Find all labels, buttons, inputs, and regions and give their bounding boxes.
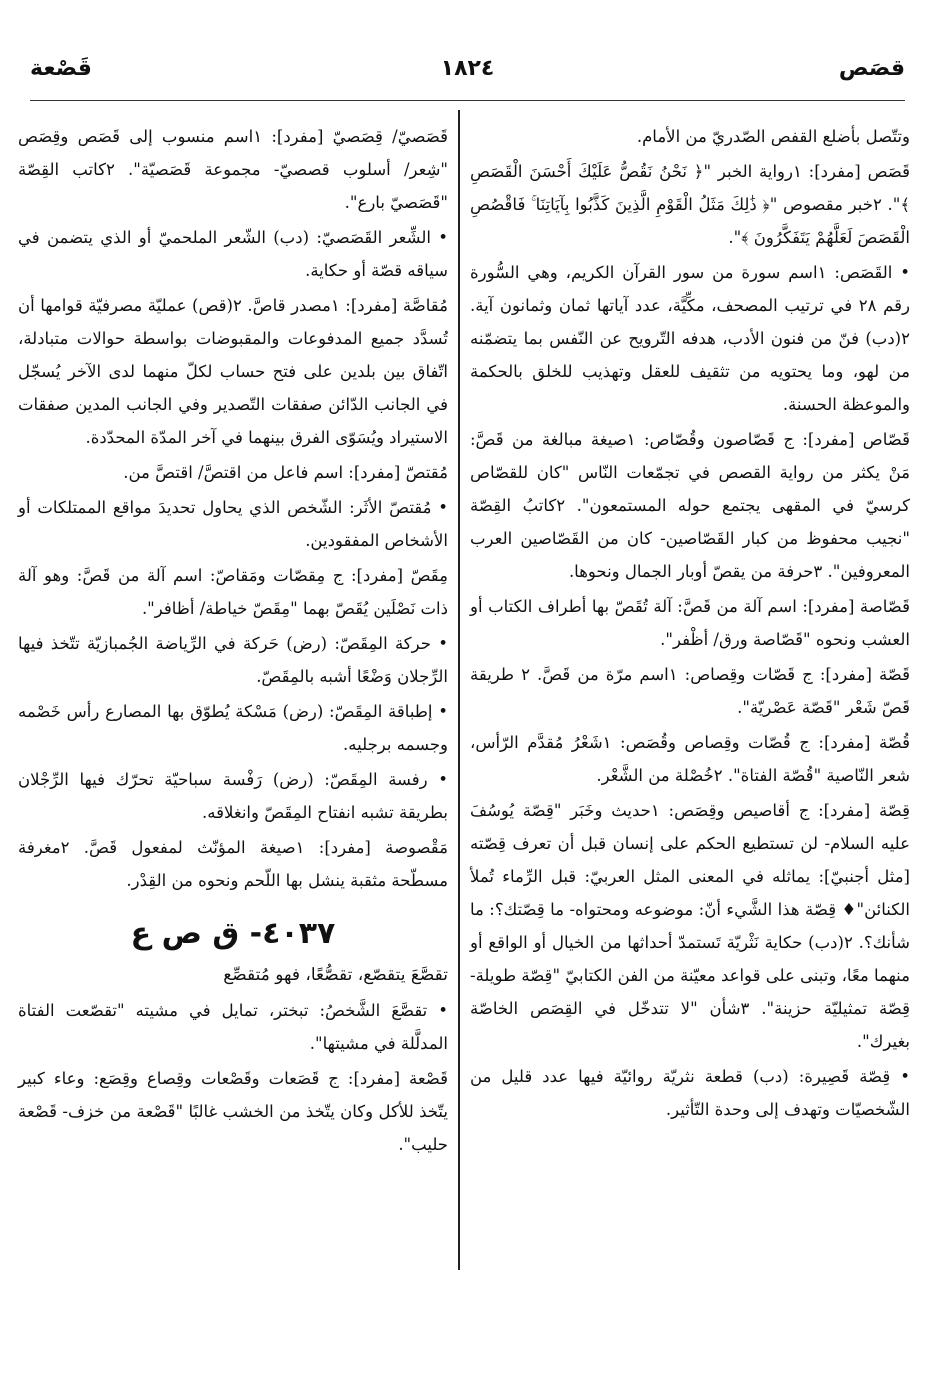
- left-column: [18, 120, 448, 1163]
- dictionary-entry: قَصّاص [مفرد]: ج قَصّاصون وقُصّاص: ١صيغة مبالغة من قَصَّ: مَنْ يكثر من رواية القصص في تجمّعات النّاس "كان للقصّاص كرسيّ في المقهى يجتمع حوله المستمعون". ٢كاتبُ القِصّة "نجيب محفوظ من كبار القَصّاصين- كان من القَصّاصين العرب المعروفين". ٣حرفة من يقصّ أوبار الجمال ونحوها.: [470, 430, 910, 581]
- header-divider: [30, 100, 905, 101]
- dictionary-entry: قَصَص [مفرد]: ١رواية الخبر "﴿ نَحْنُ نَقُصُّ عَلَيْكَ أَحْسَنَ الْقَصَصِ ﴾". ٢خبر مقصوص "﴿ ذَٰلِكَ مَثَلُ الْقَوْمِ الَّذِينَ كَذَّبُوا بِآيَاتِنَا ۚ فَاقْصُصِ الْقَصَصَ لَعَلَّهُمْ يَتَفَكَّرُونَ ﴾".: [470, 162, 910, 247]
- dictionary-entry: مَقْصوصة [مفرد]: ١صيغة المؤنّث لمفعول قَصَّ. ٢مغرفة مسطّحة مثقبة ينشل بها اللّحم ونحوه من القِدْر.: [18, 838, 448, 890]
- dictionary-entry: قَصْعة [مفرد]: ج قَصَعات وقَصْعات وقِصاع وقِصَع: وعاء كبير يتّخذ للأكل وكان يتّخذ من الخشب غالبًا "قَصْعة من خزف- قَصْعة حليب".: [18, 1069, 448, 1154]
- dictionary-entry: وتتّصل بأضلع القفص الصّدريّ من الأمام.: [636, 127, 910, 146]
- dictionary-entry: • قِصّة قَصِيرة: (دب) قطعة نثريّة روائيّة فيها عدد قليل من الشّخصيّات وتهدف إلى وحدة التّأثير.: [470, 1067, 910, 1119]
- verb-conjugation-line: تقصَّعَ يتقصّع، تقصُّعًا، فهو مُتقصِّع: [223, 965, 448, 985]
- header-headword-right: قصَص: [838, 56, 905, 81]
- dictionary-entry: قَصّة [مفرد]: ج قَصّات وقِصاص: ١اسم مرّة من قَصَّ. ٢ طريقة قَصّ شَعْر "قَصّة عَصْريّة".: [470, 665, 910, 717]
- dictionary-entry: • مُقتصّ الأثَر: الشّخص الذي يحاول تحديدَ مواقع الممتلكات أو الأشخاص المفقودين.: [18, 498, 448, 550]
- dictionary-entry: • حركة المِقَصّ: (رض) حَركة في الرِّياضة الجُمبازيّة تتّخذ فيها الرِّجلان وَضْعًا أشبه بالمِقَصّ.: [18, 634, 448, 686]
- right-column: [470, 120, 910, 1128]
- dictionary-entry: قَصَصيّ/ قِصَصيّ [مفرد]: ١اسم منسوب إلى قَصَص وقِصَص "شِعر/ أسلوب قصصيّ- مجموعة قَصَصيّة". ٢كاتب القِصّة "قَصَصيّ بارع".: [18, 127, 448, 212]
- dictionary-entry: • رفسة المِقَصّ: (رض) رَفْسة سباحيّة تحرّك فيها الرِّجْلان بطريقة تشبه انفتاح المِقَصّ وانغلاقه.: [18, 770, 448, 822]
- dictionary-entry: مِقَصّ [مفرد]: ج مِقصّات ومَقاصّ: اسم آلة من قَصَّ: وهو آلة ذات نَصْلَين يُقَصّ بهما "مِقَصّ خياطة/ أظافر".: [18, 566, 448, 618]
- header-headword-left: قَصْعة: [30, 56, 92, 81]
- dictionary-entry: مُقتصّ [مفرد]: اسم فاعل من اقتصَّ/ اقتصَّ من.: [123, 463, 448, 482]
- dictionary-entry: قِصّة [مفرد]: ج أقاصيص وقِصَص: ١حديث وخَبَر "قِصّة يُوسُفَ عليه السلام- لن تستطيع الحكم على إنسان قبل أن تعرف قِصّته [مثل أجنبيّ]: يماثله في المعنى المثل العربيّ: قبل الرِّماء تُملأ الكنائن"♦ قِصّة هذا الشَّيء أنّ: موضوعه ومحتواه- ما قِصّتك؟: ما شأنك؟. ٢(دب) حكاية نَثْريّة تَستمدّ أحداثها من الخيال أو الواقع أو منهما معًا، وتبنى على قواعد معيّنة من الفن الكتابيّ "قِصّة طويلة- قِصّة تمثيليّة حزينة". ٣شأن "لا تتدخّل في القِصَص الخاصّة بغيرك".: [470, 801, 910, 1051]
- dictionary-entry: • تقصَّعَ الشَّخصُ: تبختر، تمايل في مشيته "تقصّعت الفتاة المدلَّلة في مشيتها".: [18, 1001, 448, 1053]
- dictionary-entry: مُقاصَّة [مفرد]: ١مصدر قاصَّ. ٢(قص) عمليّة مصرفيّة قوامها أن تُسدَّد جميع المدفوعات والمقبوضات بواسطة حوالات متبادلة، اتّفاق بين بلدين على فتح حساب لكلّ منهما لدى الآخر يُسجّل في الجانب الدّائن صفقات التّصدير وفي الجانب المدين صفقات الاستيراد ويُسَوّى الفرق بينهما في آخر المدّة المحدّدة.: [18, 296, 448, 447]
- page-header: [30, 56, 905, 96]
- column-divider: [458, 110, 460, 1270]
- dictionary-entry: • الشِّعر القَصَصيّ: (دب) الشّعر الملحميّ أو الذي يتضمن في سياقه قصّة أو حكاية.: [18, 228, 448, 280]
- dictionary-entry: قَصّاصة [مفرد]: اسم آلة من قَصَّ: آلة تُقَصّ بها أطراف الكتاب أو العشب ونحوه "قَصّاصة ورق/ أظْفر".: [470, 597, 910, 649]
- page-number: ١٨٢٤: [440, 56, 495, 81]
- dictionary-entry: • القَصَص: ١اسم سورة من سور القرآن الكريم، وهي السُّورة رقم ٢٨ في ترتيب المصحف، مكِّيَّة، عدد آياتها ثمان وثمانون آية. ٢(دب) فنّ من فنون الأدب، هدفه التّرويح عن النّفس بما يتضمّنه من لهو، وما يحتويه من تثقيف للعقل وتهذيب للخلق بالحكمة والموعظة الحسنة.: [470, 263, 910, 414]
- dictionary-entry: قُصّة [مفرد]: ج قُصّات وقِصاص وقُصَص: ١شَعْرُ مُقدَّم الرّأس، شعر النّاصية "قُصّة الفتاة". ٢خُصْلة من الشَّعْر.: [470, 733, 910, 785]
- root-section-title: ٤٠٣٧- ق ص ع: [130, 916, 336, 951]
- dictionary-entry: • إطباقة المِقَصّ: (رض) مَسْكة يُطوّق بها المصارع رأس خَصْمه وجسمه برجليه.: [18, 702, 448, 754]
